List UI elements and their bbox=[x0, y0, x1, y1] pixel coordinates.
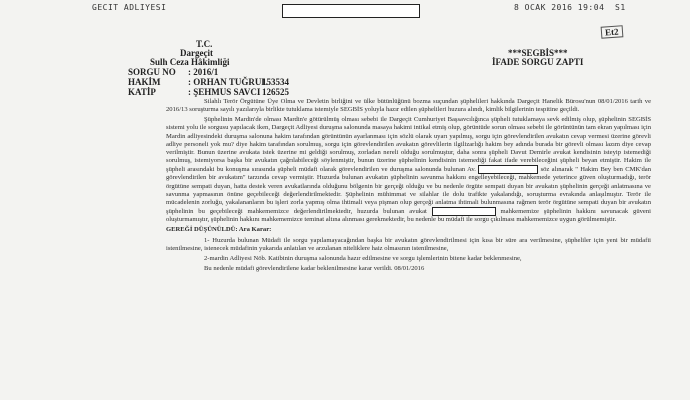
field-number: 126525 bbox=[262, 87, 289, 97]
handwritten-stamp: Et2 bbox=[601, 25, 623, 38]
field-number: 153534 bbox=[262, 77, 289, 87]
field-value: : ŞEHMUS SAVCI bbox=[188, 87, 261, 97]
field-key: HAKİM bbox=[128, 77, 161, 87]
field-row bbox=[128, 87, 289, 97]
paragraph-text: mahkememize şüphelinin hakkını savunacak güveni oluşturmamıştır, şüphelinin hakkını mahkememizce teminat altına alınması gerekmektedir, bu nedenle bu müdafi ile sorgu çıkılması mahkememizce uygun görülmemiştir. bbox=[166, 208, 651, 224]
paragraph-text: geçebileceği mahkememizce değerlendirilmektedir, huzurda bulunan avukat bbox=[209, 208, 427, 216]
paragraph-text: Şüphelinin Mardin'de olması Mardin'e götürülmüş olması sebebi ile Dargeçit Cumhuriyet Başsavcılığınca şüpheli tutuklamaya sevk edilmiş olup, şüphelinin SEGBİS sistemi yolu ile sorgusu yapılacak iken, Dargeçit Adliyesi duruşma salonunda masaya hakimi intikal etmiş olup, görüntüde sorun olması sebebi ile görüntünün tam ekran yapılması için Mardin adliyesindeki duruşma salonuna hakim tarafından görüntünün ayarlanması için sözlü olarak uyarı yapılmış, sorgu için görevlendirilen avukatın cevap vermesi üzerine görevli adliye personeli yok mu? diye hakim tarafından sorulmuş, sorgu için görevlendirilen avukatın görevlilerin ilgilizarlığı hakim bey adında burada bir görevli olması lazım diye cevap verilmiştir. Bunun üzerine avukata istek üzerine mi geldiği sorulmuş, zorladan nereli olduğu sorulmuştur, daha sonra şüpheli Davut Demirle avukat kendisinin isteyip istemediği sorulmuş, istemiyorsa başka bir avukatın çağrılabileceği söylenmiştir, bunun üzerine şüphelinin kendisinin istemediği fakat ifade verebileceğini şüpheli beyan etmiştir. Hakim ile şüpheli arasındaki bu konuşma sırasında şüpheli müdafi olarak görevlendirilen ve duruşma salonunda bulunan Av. bbox=[166, 116, 651, 174]
court-label: Sulh Ceza Hâkimliği bbox=[150, 57, 230, 67]
paragraph-intro: Silahlı Terör Örgütüne Üye Olma ve Devletin birliğini ve ülke bütünlüğünü bozma suçundan şüphelileri hakkında Dargeçit Hanelik Bürosu'nun 08/01/2016 tarih ve 2016/13 soruşturma sayılı yazılarıyla birlikte tutuklama istemiyle SEGBİS yoluyla hazır edilen şüphelileri huzura alındı, kimlik bilgilerinin tespitine geçildi. bbox=[166, 98, 651, 114]
field-row bbox=[128, 67, 262, 77]
field-key: KATİP bbox=[128, 87, 156, 97]
fax-timestamp: 8 OCAK 2016 19:04 bbox=[514, 3, 605, 12]
redaction-box bbox=[478, 165, 538, 174]
redaction-box bbox=[282, 4, 420, 18]
document-type-title: ***SEGBİS*** bbox=[508, 48, 568, 58]
section-heading: GEREĞİ DÜŞÜNÜLDÜ: Ara Karar: bbox=[166, 226, 272, 234]
fax-page-code: S1 bbox=[615, 3, 626, 12]
ruling-item: 2-mardin Adliyesi Nöb. Katibinin duruşma salonunda hazır edilmesine ve sorgu işlemlerinin bitene kadar beklenmesine, bbox=[204, 254, 522, 262]
document-type-subtitle: İFADE SORGU ZAPTI bbox=[492, 57, 584, 67]
paragraph-text: söz alınarak " Hakim Bey ben CMK'dan görevlendirilen bir avukatım" tarzında cevap vermiştir. Huzurda bulunan avukatın şüphelinin savunma hakkını engelleyebileceği, mahkemede yeterince güven oluşturmadığı, terör örgütüne sempati duyan, hatta destek veren avukatlarında olduğunu bölgenin bir gerçeği olduğu ve bu nedenle örgüte sempati duyan bir avukatın şüphelinin gerçeği anlatmasına ve savunma yapmasının önüne geçebileceği değerlendirilmektedir. Şüphelinin mühimmat ve silahlar ile dolu trafikte yakalandığı, soruşturma evrakında anlaşılmıştır. Terör ile mücadelenin zorluğu, yakalananların bu işleri zorla yapmış olma ihtimali veya pişman olup gerçeği anlatma ihtimali bulunmasına rağmen terör örgütüne sempati duyan bir avukatın şüphelinin bu bbox=[166, 166, 651, 216]
field-value: : ORHAN TUĞRUL bbox=[188, 77, 268, 87]
redaction-box bbox=[432, 207, 496, 216]
ruling-item: Bu nedenle müdafi görevlendirilene kadar beklenilmesine karar verildi. 08/01/2016 bbox=[204, 265, 425, 272]
field-value: : 2016/1 bbox=[188, 67, 219, 77]
tc-label: T.C. bbox=[196, 39, 213, 49]
fax-sender: GECIT ADLIYESI bbox=[92, 3, 167, 12]
ruling-item: 1- Huzurda bulunan Müdafi ile sorgu yapılamayacağından başka bir avukatın görevlendirilmesi için kısa bir süre ara verilmesine, şüpheliler için yeni bir müdafii istenilmesine, istenecek müdafinin yukarıda anlatılan ve arzulanan niteliklere haiz olmasının istenilmesine, bbox=[166, 236, 651, 252]
city-label: Dargeçit bbox=[180, 48, 213, 58]
paragraph-main bbox=[166, 116, 651, 224]
field-key: SORGU NO bbox=[128, 67, 176, 77]
field-row bbox=[128, 77, 289, 87]
document-body bbox=[166, 98, 651, 275]
